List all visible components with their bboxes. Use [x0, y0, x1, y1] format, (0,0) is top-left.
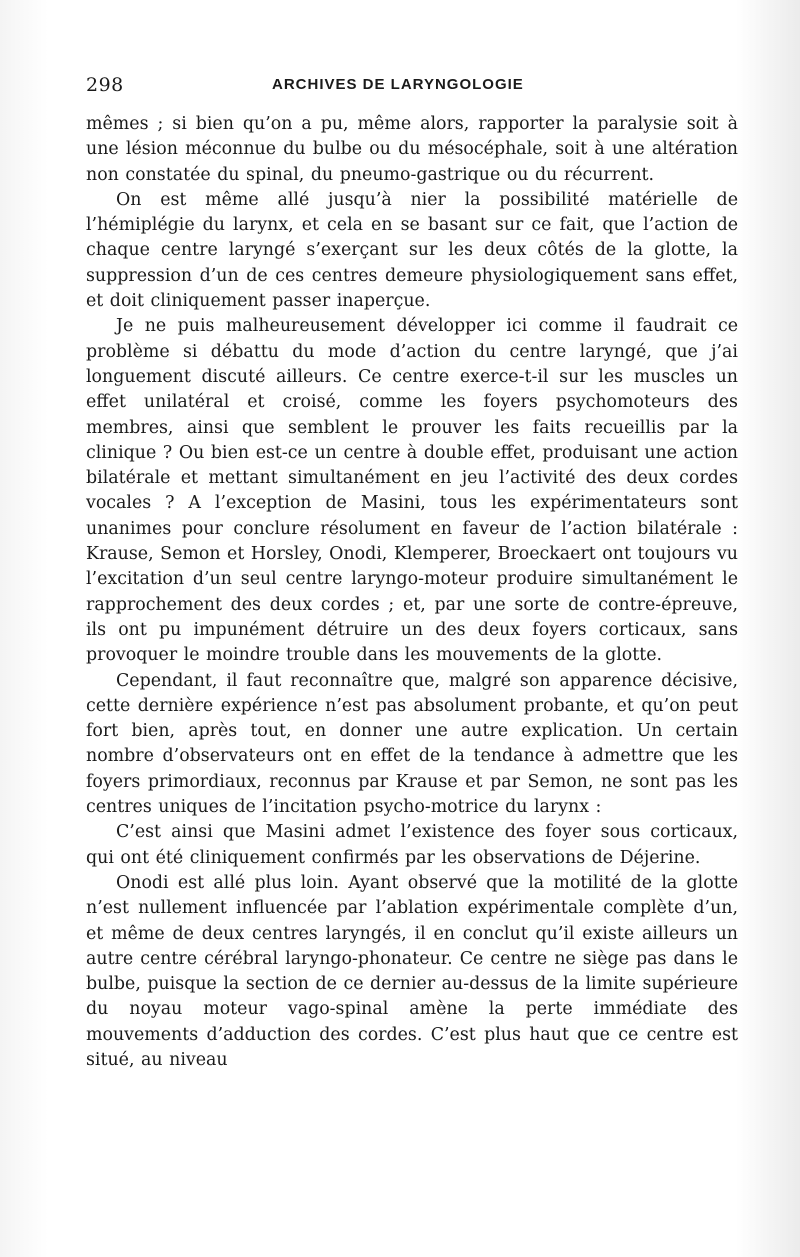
body-text [86, 112, 738, 1073]
paragraph: Onodi est allé plus loin. Ayant observé que la motilité de la glotte n’est nullement influencée par l’ablation expérimentale complète d’un, et même de deux centres laryngés, il en conclut qu’il existe ailleurs un autre centre cérébral laryngo-phonateur. Ce centre ne siège pas dans le bulbe, puisque la section de ce dernier au-dessus de la limite supérieure du noyau moteur vago-spinal amène la perte immédiate des mouvements d’adduction des cordes. C’est plus haut que ce centre est situé, au niveau [86, 872, 738, 1070]
page-number: 298 [86, 74, 124, 96]
running-title: ARCHIVES DE LARYNGOLOGIE [272, 76, 524, 93]
paragraph: On est même allé jusqu’à nier la possibilité matérielle de l’hémiplégie du larynx, et cela en se basant sur ce fait, que l’action de chaque centre laryngé s’exerçant sur les deux côtés de la glotte, la suppression d’un de ces centres demeure physiologiquement sans effet, et doit cliniquement passer inaperçue. [86, 189, 738, 312]
paragraph: C’est ainsi que Masini admet l’existence des foyer sous corticaux, qui ont été cliniquement confirmés par les observations de Déjerine. [86, 822, 738, 868]
page-header [86, 74, 740, 102]
paragraph: Je ne puis malheureusement développer ici comme il faudrait ce problème si débattu du mode d’action du centre laryngé, que j’ai longuement discuté ailleurs. Ce centre exerce-t-il sur les muscles un effet unilatéral et croisé, comme les foyers psychomoteurs des membres, ainsi que semblent le prouver les faits recueillis par la clinique ? Ou bien est-ce un centre à double effet, produisant une action bilatérale et mettant simultanément en jeu l’activité des deux cordes vocales ? A l’exception de Masini, tous les expérimentateurs sont unanimes pour conclure résolument en faveur de l’action bilatérale : Krause, Semon et Horsley, Onodi, Klemperer, Broeckaert ont toujours vu l’excitation d’un seul centre laryngo-moteur produire simultanément le rapprochement des deux cordes ; et, par une sorte de contre-épreuve, ils ont pu impunément détruire un des deux foyers corticaux, sans provoquer le moindre trouble dans les mouvements de la glotte. [86, 316, 738, 666]
paragraph: Cependant, il faut reconnaître que, malgré son apparence décisive, cette dernière expérience n’est pas absolument probante, et qu’on peut fort bien, après tout, en donner une autre explication. Un certain nombre d’observateurs ont en effet de la tendance à admettre que les foyers primordiaux, reconnus par Krause et par Semon, ne sont pas les centres uniques de l’incitation psycho-motrice du larynx : [86, 670, 738, 818]
paragraph-continuation: mêmes ; si bien qu’on a pu, même alors, rapporter la paralysie soit à une lésion méconnue du bulbe ou du mésocéphale, soit à une altération non constatée du spinal, du pneumo-gastrique ou du récurrent. [86, 114, 738, 185]
